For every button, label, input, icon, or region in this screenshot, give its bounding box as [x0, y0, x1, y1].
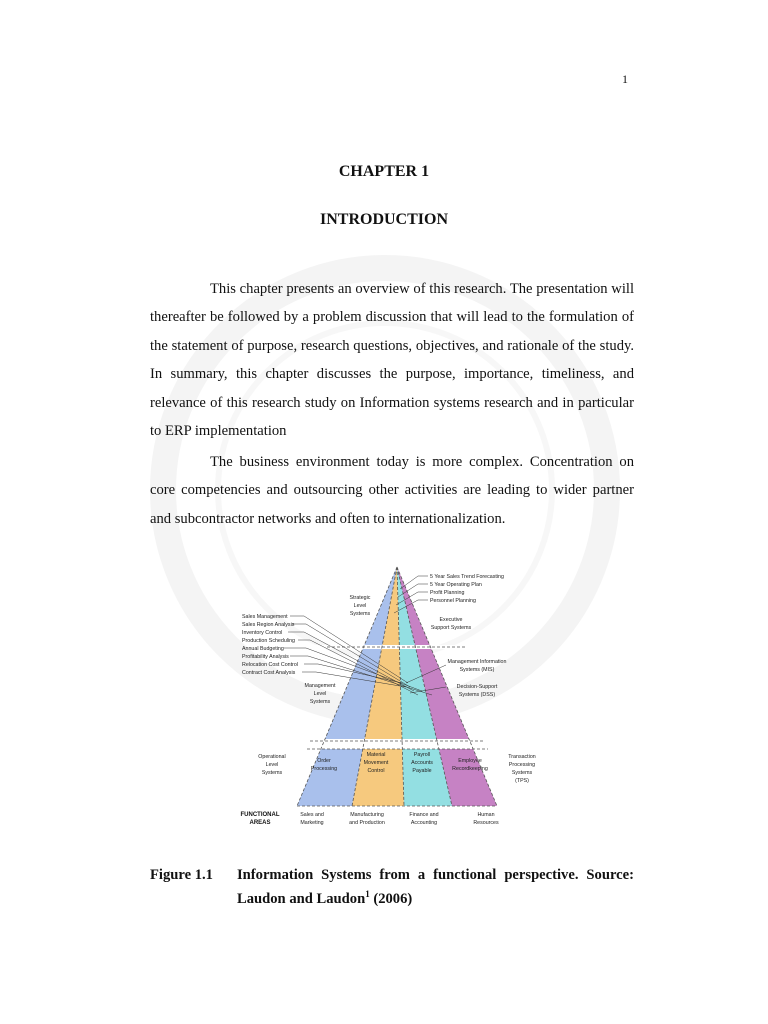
- chapter-heading: CHAPTER 1: [338, 163, 430, 180]
- management-items: [242, 614, 298, 676]
- svg-text:Systems: Systems: [511, 770, 533, 776]
- exec-item-2: 5 Year Operating Plan: [430, 582, 482, 588]
- svg-text:Payroll: Payroll: [413, 752, 431, 758]
- svg-text:Sales Region Analysis: Sales Region Analysis: [242, 622, 295, 628]
- svg-text:Sales and: Sales and: [300, 812, 324, 818]
- svg-text:Accounts: Accounts: [411, 760, 433, 766]
- svg-text:Management: Management: [304, 683, 336, 689]
- svg-text:Systems: Systems: [309, 699, 331, 705]
- svg-text:Processing: Processing: [310, 766, 338, 772]
- svg-text:Transaction: Transaction: [508, 754, 536, 760]
- pyramid-diagram: [232, 563, 552, 825]
- exec-item-4: Personnel Planning: [430, 598, 476, 604]
- caption-body: Information Systems from a functional perspective. Source: Laudon and Laudon: [237, 867, 634, 907]
- functional-area-manufacturing: [349, 812, 385, 825]
- executive-items: [430, 574, 504, 604]
- svg-text:Marketing: Marketing: [300, 820, 324, 825]
- caption-citation-superscript: 1: [365, 889, 370, 899]
- svg-text:Processing: Processing: [508, 762, 536, 768]
- svg-text:Profitability Analysis: Profitability Analysis: [242, 654, 289, 660]
- svg-text:Management Information: Management Information: [447, 659, 507, 665]
- svg-text:Employee: Employee: [458, 758, 482, 764]
- functional-areas-label: [241, 812, 280, 825]
- operational-cell-payroll: [411, 752, 433, 774]
- exec-item-3: Profit Planning: [430, 590, 465, 596]
- svg-text:AREAS: AREAS: [249, 820, 271, 825]
- page-number: 1: [622, 72, 628, 86]
- svg-text:Contract Cost Analysis: Contract Cost Analysis: [242, 670, 296, 676]
- svg-text:Order: Order: [317, 758, 331, 764]
- tps-label: [508, 754, 536, 784]
- functional-area-hr: [473, 812, 499, 825]
- svg-text:Control: Control: [367, 768, 385, 774]
- svg-text:Systems (DSS): Systems (DSS): [458, 692, 496, 698]
- paragraph-2: The business environment today is more complex. Concentration on core competencies and outsourcing other activities are leading to wider partner and subcontractor networks and often to internationalization.: [150, 454, 634, 527]
- svg-text:Sales Management: Sales Management: [242, 614, 288, 620]
- svg-text:Payable: Payable: [412, 768, 432, 774]
- paragraph-1: This chapter presents an overview of this research. The presentation will thereafter be followed by a problem discussion that will lead to the formulation of the statement of purpose, research questions, objectives, and rationale of the study. In summary, this chapter discusses the purpose, importance, timeliness, and relevance of this research study on Information systems research and in particular to ERP implementation: [150, 281, 634, 440]
- svg-text:Human: Human: [477, 812, 495, 818]
- functional-area-sales: [300, 812, 324, 825]
- svg-text:Level: Level: [265, 762, 279, 768]
- svg-text:Movement: Movement: [363, 760, 389, 766]
- caption-label: Figure 1.1: [150, 867, 213, 883]
- svg-text:Resources: Resources: [473, 820, 499, 825]
- management-level-label: [305, 683, 336, 705]
- svg-text:Decision-Support: Decision-Support: [456, 684, 498, 690]
- svg-text:Production Scheduling: Production Scheduling: [242, 638, 296, 644]
- svg-text:Manufacturing: Manufacturing: [350, 812, 384, 818]
- caption-text: [237, 866, 634, 909]
- exec-item-1: 5 Year Sales Trend Forecasting: [430, 574, 504, 580]
- svg-text:Strategic: Strategic: [349, 595, 371, 601]
- figure-pyramid: [232, 563, 552, 825]
- svg-text:Executive: Executive: [439, 617, 463, 623]
- svg-text:and Production: and Production: [349, 820, 385, 825]
- svg-text:Support Systems: Support Systems: [430, 625, 472, 631]
- svg-text:Annual Budgeting: Annual Budgeting: [242, 646, 284, 652]
- svg-text:(TPS): (TPS): [515, 778, 529, 784]
- svg-text:Level: Level: [353, 603, 367, 609]
- svg-text:Systems: Systems: [349, 611, 371, 617]
- svg-text:Inventory Control: Inventory Control: [242, 630, 283, 636]
- svg-text:Level: Level: [313, 691, 327, 697]
- svg-text:Accounting: Accounting: [410, 820, 438, 825]
- section-heading: INTRODUCTION: [319, 211, 448, 228]
- svg-text:Systems (MIS): Systems (MIS): [459, 667, 495, 673]
- svg-text:Operational: Operational: [258, 754, 286, 760]
- svg-text:FUNCTIONAL: FUNCTIONAL: [240, 812, 280, 818]
- strategic-level-label: [350, 595, 371, 617]
- svg-text:Systems: Systems: [261, 770, 283, 776]
- executive-support-label: [431, 617, 472, 631]
- svg-text:Material: Material: [366, 752, 386, 758]
- svg-text:Finance and: Finance and: [409, 812, 439, 818]
- caption-year: (2006): [369, 890, 413, 907]
- svg-text:Recordkeeping: Recordkeeping: [452, 766, 488, 772]
- svg-text:Relocation Cost Control: Relocation Cost Control: [242, 662, 298, 668]
- operational-level-label: [258, 754, 285, 776]
- functional-area-finance: [409, 812, 438, 825]
- dss-label: [457, 684, 498, 698]
- mis-label: [448, 659, 507, 673]
